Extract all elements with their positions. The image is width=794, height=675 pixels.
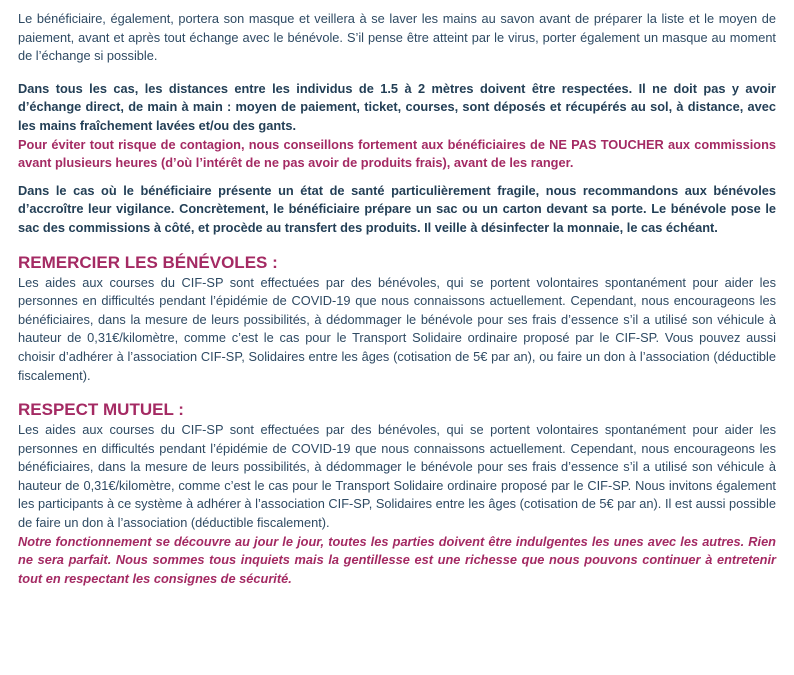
intro-paragraph-contagion-warning: Pour éviter tout risque de contagion, nous conseillons fortement aux bénéficiaires de NE PAS TOUCHER aux commissions avant plusieurs heures (d’où l’intérêt de ne pas avoir de produits frais), avant de les ranger.: [18, 136, 776, 171]
section-body-remercier: Les aides aux courses du CIF-SP sont effectuées par des bénévoles, qui se portent volontaires spontanément pour aider les personnes en difficultés pendant l’épidémie de COVID-19 que nous connaissons actuellement. Cependant, nous encourageons les bénéficiaires, dans la mesure de leurs possibilités, à dédommager le bénévole pour ses frais d’essence s’il a utilisé son véhicule à hauteur de 0,31€/kilomètre, comme c’est le cas pour le Transport Solidaire ordinaire proposé par le CIF-SP. Vous pouvez aussi choisir d’adhérer à l’association CIF-SP, Solidaires entre les âges (cotisation de 5€ par an), ou faire un don à l’association (déductible fiscalement).: [18, 274, 776, 383]
intro-paragraph-hygiene: Le bénéficiaire, également, portera son masque et veillera à se laver les mains au savon avant de préparer la liste et le moyen de paiement, avant et après tout échange avec le bénévole. S’il pense être atteint par le virus, porter également un masque au moment de l’échange si possible.: [18, 11, 776, 64]
section-body-respect: Les aides aux courses du CIF-SP sont effectuées par des bénévoles, qui se portent volontaires spontanément pour aider les personnes en difficultés pendant l’épidémie de COVID-19 que nous connaissons actuellement. Cependant, nous encourageons les bénéficiaires, dans la mesure de leurs possibilités, à dédommager le bénévole pour ses frais d’essence s’il a utilisé son véhicule à hauteur de 0,31€/kilomètre, comme c’est le cas pour le Transport Solidaire ordinaire proposé par le CIF-SP. Nous invitons également les participants à ce système à adhérer à l’association CIF-SP, Solidaires entre les âges (cotisation de 5€ par an). Il est aussi possible de faire un don à l’association (déductible fiscalement).: [18, 422, 776, 531]
intro-paragraph-distance: Dans tous les cas, les distances entre les individus de 1.5 à 2 mètres doivent être respectées. Il ne doit pas y avoir d’échange direct, de main à main : moyen de paiement, ticket, courses, sont déposés et récupérés au sol, à distance, avec les mains fraîchement lavées et/ou des gants.: [18, 80, 776, 133]
spacer: [18, 385, 776, 399]
section-heading-respect: RESPECT MUTUEL :: [18, 400, 184, 420]
intro-paragraph-fragile-health: Dans le cas où le bénéficiaire présente un état de santé particulièrement fragile, nous recommandons aux bénévoles d’accroître leur vigilance. Concrètement, le bénéficiaire prépare un sac ou un carton devant sa porte. Le bénévole pose le sac des commissions à côté, et procède au transfert des produits. Il veille à désinfecter la monnaie, le cas échéant.: [18, 182, 776, 235]
spacer: [18, 238, 776, 252]
spacer: [18, 66, 776, 80]
section-heading-remercier: REMERCIER LES BÉNÉVOLES :: [18, 252, 278, 272]
closing-note: Notre fonctionnement se découvre au jour le jour, toutes les parties doivent être indulgentes les unes avec les autres. Rien ne sera parfait. Nous sommes tous inquiets mais la gentillesse est une richesse que nous pouvons continuer à entretenir tout en respectant les consignes de sécurité.: [18, 533, 776, 586]
spacer: [18, 173, 776, 182]
